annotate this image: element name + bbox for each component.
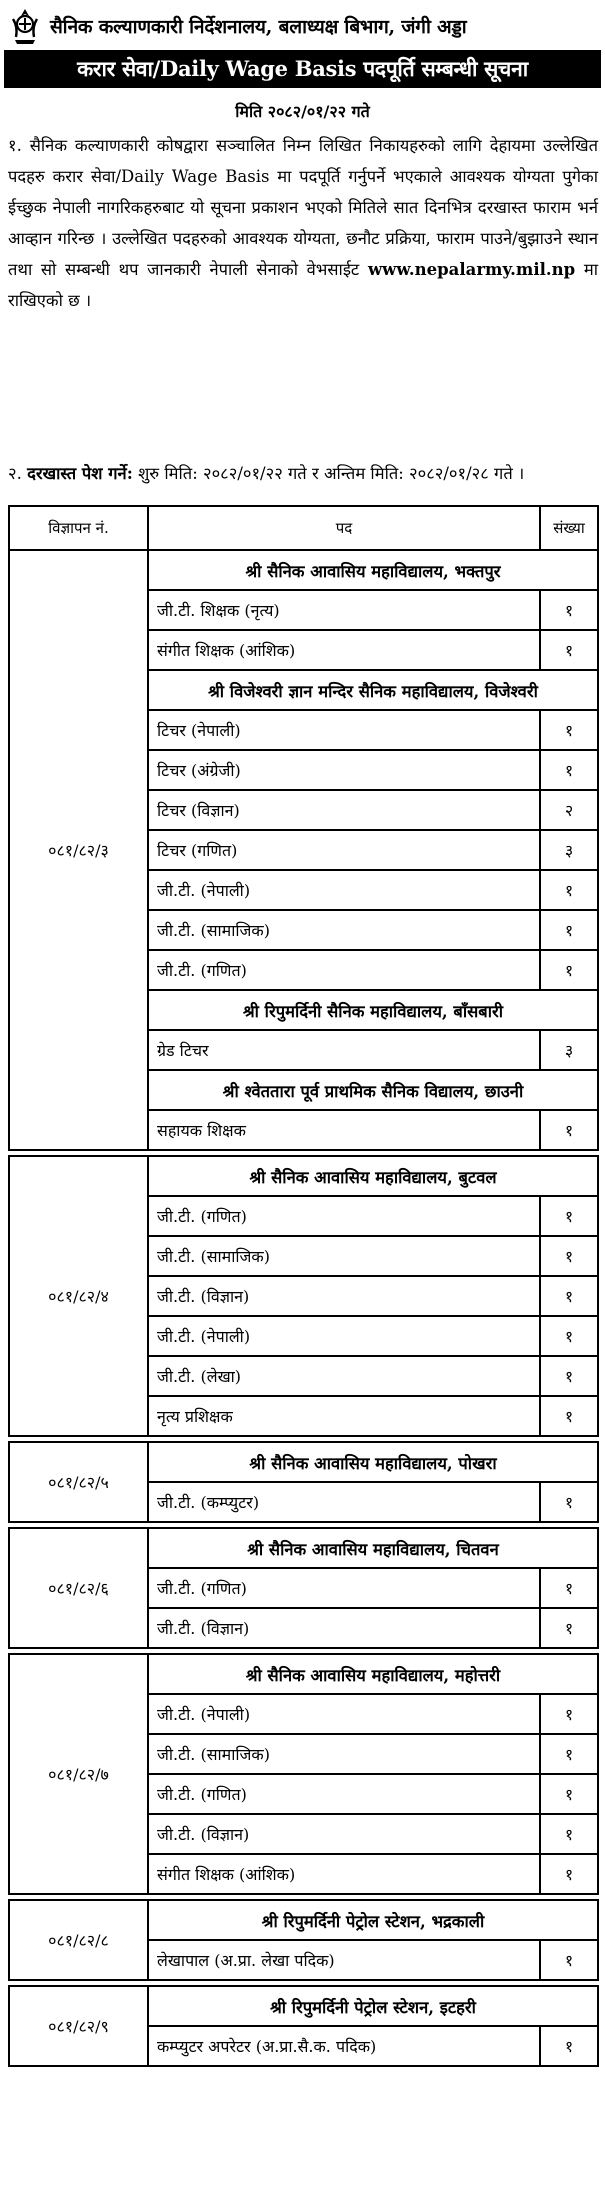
- header-adv-no: विज्ञापन नं.: [9, 506, 148, 550]
- post-title: संगीत शिक्षक (आंशिक): [148, 1854, 540, 1894]
- advertisement-number: ०८१/८२/५: [9, 1442, 148, 1522]
- post-title: जी.टी. (सामाजिक): [148, 1236, 540, 1276]
- institution-row: [9, 1654, 598, 1694]
- post-count: १: [540, 1356, 598, 1396]
- post-title: जी.टी. (कम्प्युटर): [148, 1482, 540, 1522]
- advertisement-number: ०८१/८२/३: [9, 550, 148, 1150]
- post-title: लेखापाल (अ.प्रा. लेखा पदिक): [148, 1940, 540, 1980]
- advertisement-number: ०८१/८२/७: [9, 1654, 148, 1894]
- post-title: संगीत शिक्षक (आंशिक): [148, 630, 540, 670]
- advertisement-number: ०८१/८२/९: [9, 1986, 148, 2066]
- org-title: सैनिक कल्याणकारी निर्देशनालय, बलाध्यक्ष बिभाग, जंगी अड्डा: [50, 16, 467, 38]
- institution-row: [9, 1986, 598, 2026]
- notice-date: मिति २०८२/०१/२२ गते: [235, 102, 370, 121]
- header-count: संख्या: [540, 506, 598, 550]
- post-count: १: [540, 1276, 598, 1316]
- institution-row: [9, 1442, 598, 1482]
- post-count: १: [540, 1316, 598, 1356]
- post-title: जी.टी. (गणित): [148, 1774, 540, 1814]
- institution-name: श्री रिपुमर्दिनी पेट्रोल स्टेशन, भद्रकाली: [148, 1900, 598, 1940]
- institution-name: श्री सैनिक आवासिय महाविद्यालय, भक्तपुर: [148, 550, 598, 590]
- post-title: जी.टी. (गणित): [148, 1568, 540, 1608]
- post-title: जी.टी. (सामाजिक): [148, 1734, 540, 1774]
- institution-name: श्री विजेश्वरी ज्ञान मन्दिर सैनिक महाविद्यालय, विजेश्वरी: [148, 670, 598, 710]
- post-title: जी.टी. (लेखा): [148, 1356, 540, 1396]
- post-title: कम्प्युटर अपरेटर (अ.प्रा.सै.क. पदिक): [148, 2026, 540, 2066]
- advertisement-number: ०८१/८२/४: [9, 1156, 148, 1436]
- post-count: १: [540, 1236, 598, 1276]
- header-post: पद: [148, 506, 540, 550]
- notice-paragraph-1: [8, 130, 598, 316]
- nepal-army-emblem-icon: [6, 6, 44, 46]
- post-count: १: [540, 1110, 598, 1150]
- post-title: जी.टी. शिक्षक (नृत्य): [148, 590, 540, 630]
- institution-name: श्री रिपुमर्दिनी सैनिक महाविद्यालय, बाँसबारी: [148, 990, 598, 1030]
- institution-row: [9, 1528, 598, 1568]
- post-count: २: [540, 790, 598, 830]
- para-number: २.: [8, 464, 22, 483]
- post-title: जी.टी. (नेपाली): [148, 1316, 540, 1356]
- post-count: ३: [540, 830, 598, 870]
- post-title: जी.टी. (विज्ञान): [148, 1608, 540, 1648]
- institution-row: [9, 1900, 598, 1940]
- post-count: १: [540, 910, 598, 950]
- post-title: टिचर (अंग्रेजी): [148, 750, 540, 790]
- institution-name: श्री सैनिक आवासिय महाविद्यालय, महोत्तरी: [148, 1654, 598, 1694]
- post-title: सहायक शिक्षक: [148, 1110, 540, 1150]
- institution-name: श्री सैनिक आवासिय महाविद्यालय, चितवन: [148, 1528, 598, 1568]
- post-count: १: [540, 950, 598, 990]
- post-count: १: [540, 1608, 598, 1648]
- institution-row: [9, 550, 598, 590]
- advertisement-number: ०८१/८२/६: [9, 1528, 148, 1648]
- post-count: १: [540, 2026, 598, 2066]
- post-title: जी.टी. (विज्ञान): [148, 1276, 540, 1316]
- post-count: १: [540, 870, 598, 910]
- post-title: टिचर (नेपाली): [148, 710, 540, 750]
- post-title: जी.टी. (विज्ञान): [148, 1814, 540, 1854]
- post-title: टिचर (विज्ञान): [148, 790, 540, 830]
- post-title: नृत्य प्रशिक्षक: [148, 1396, 540, 1436]
- post-count: १: [540, 1774, 598, 1814]
- para-number: १.: [8, 136, 22, 155]
- post-count: १: [540, 1814, 598, 1854]
- institution-name: श्री सैनिक आवासिय महाविद्यालय, पोखरा: [148, 1442, 598, 1482]
- institution-name: श्री सैनिक आवासिय महाविद्यालय, बुटवल: [148, 1156, 598, 1196]
- post-title: जी.टी. (नेपाली): [148, 870, 540, 910]
- institution-name: श्री श्वेततारा पूर्व प्राथमिक सैनिक विद्यालय, छाउनी: [148, 1070, 598, 1110]
- post-count: १: [540, 750, 598, 790]
- post-count: १: [540, 1568, 598, 1608]
- application-label: दरखास्त पेश गर्ने:: [27, 464, 133, 483]
- post-title: जी.टी. (गणित): [148, 1196, 540, 1236]
- para-text: सैनिक कल्याणकारी कोषद्वारा सञ्चालित निम्न लिखित निकायहरुको लागि देहायमा उल्लेखित पदहरु करार सेवा/Daily Wage Basis मा पदपूर्ति गर्नुपर्ने भएकाले आवश्यक योग्यता पुगेका ईच्छुक नेपाली नागरिकहरुबाट यो सूचना प्रकाशन भएको मितिले सात दिनभित्र दरखास्त फाराम भर्न आव्हान गरिन्छ । उल्लेखित पदहरुको आवश्यक योग्यता, छनौट प्रक्रिया, फाराम पाउने/बुझाउने स्थान तथा सो सम्बन्धी थप जानकारी नेपाली सेनाको वेभसाईट: [8, 136, 598, 279]
- website-link[interactable]: www.nepalarmy.mil.np: [367, 260, 576, 279]
- post-count: ३: [540, 1030, 598, 1070]
- table-header-row: [9, 506, 598, 550]
- post-count: १: [540, 630, 598, 670]
- post-count: १: [540, 1482, 598, 1522]
- post-title: टिचर (गणित): [148, 830, 540, 870]
- post-count: १: [540, 710, 598, 750]
- page-header: [4, 4, 601, 48]
- post-count: १: [540, 1734, 598, 1774]
- post-count: १: [540, 1196, 598, 1236]
- notice-paragraph-2: [8, 458, 598, 489]
- post-title: जी.टी. (सामाजिक): [148, 910, 540, 950]
- institution-name: श्री रिपुमर्दिनी पेट्रोल स्टेशन, इटहरी: [148, 1986, 598, 2026]
- post-count: १: [540, 1940, 598, 1980]
- post-count: १: [540, 1854, 598, 1894]
- post-title: ग्रेड टिचर: [148, 1030, 540, 1070]
- para-tail: मा राखिएको छ ।: [8, 260, 599, 310]
- post-count: १: [540, 1396, 598, 1436]
- post-title: जी.टी. (गणित): [148, 950, 540, 990]
- post-count: १: [540, 1694, 598, 1734]
- notice-banner: करार सेवा/Daily Wage Basis पदपूर्ति सम्बन्धी सूचना: [4, 50, 601, 88]
- advertisement-number: ०८१/८२/८: [9, 1900, 148, 1980]
- institution-row: [9, 1156, 598, 1196]
- application-dates: शुरु मिति: २०८२/०१/२२ गते र अन्तिम मिति: २०८२/०१/२८ गते ।: [138, 464, 525, 483]
- post-title: जी.टी. (नेपाली): [148, 1694, 540, 1734]
- post-count: १: [540, 590, 598, 630]
- vacancy-table: [8, 505, 599, 2067]
